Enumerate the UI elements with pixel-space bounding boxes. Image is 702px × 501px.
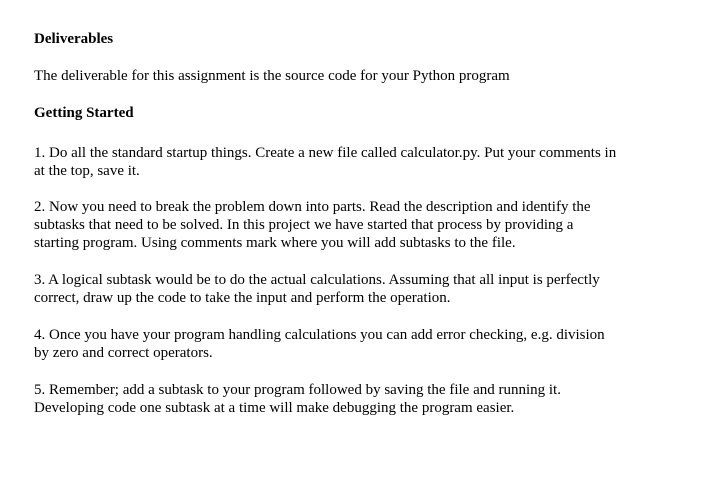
heading-getting-started: Getting Started: [34, 105, 134, 121]
text-line: subtasks that need to be solved. In this project we have started that process by providing a: [34, 217, 574, 233]
heading-deliverables: Deliverables: [34, 31, 114, 47]
text-line: 5. Remember; add a subtask to your program followed by saving the file and running it.: [34, 382, 561, 398]
text-line: at the top, save it.: [34, 163, 140, 179]
paragraph-step-1: [34, 144, 674, 180]
paragraph-step-3: [34, 271, 674, 307]
paragraph-step-5: [34, 381, 674, 417]
text-line: 3. A logical subtask would be to do the actual calculations. Assuming that all input is perfectly: [34, 272, 600, 288]
text-line: by zero and correct operators.: [34, 345, 213, 361]
paragraph-step-4: [34, 326, 674, 362]
text-line: starting program. Using comments mark where you will add subtasks to the file.: [34, 235, 516, 251]
paragraph-deliverable: [34, 67, 674, 85]
text-line: The deliverable for this assignment is the source code for your Python program: [34, 68, 510, 84]
text-line: correct, draw up the code to take the input and perform the operation.: [34, 290, 451, 306]
text-line: 4. Once you have your program handling calculations you can add error checking, e.g. division: [34, 327, 605, 343]
text-line: 2. Now you need to break the problem down into parts. Read the description and identify the: [34, 199, 591, 215]
text-line: Developing code one subtask at a time will make debugging the program easier.: [34, 400, 515, 416]
paragraph-step-2: [34, 198, 674, 252]
text-line: 1. Do all the standard startup things. Create a new file called calculator.py. Put your comments in: [34, 145, 617, 161]
